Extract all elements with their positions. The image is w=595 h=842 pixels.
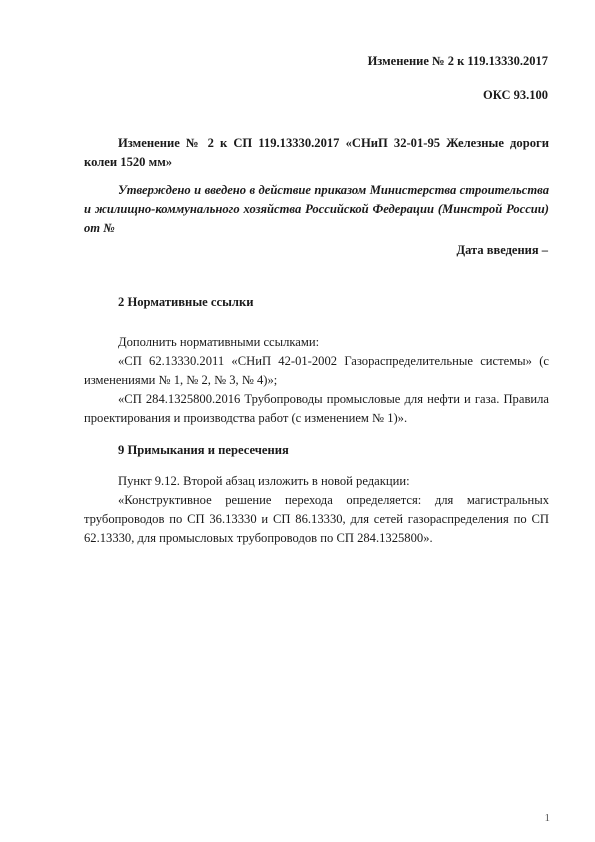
oks-code: ОКС 93.100: [482, 88, 548, 102]
introduction-date: Дата введения –: [456, 243, 548, 257]
approval-statement: Утверждено и введено в действие приказом Министерства строительства и жилищно-коммунального хозяйства Российской Федерации (Минстрой России) от №: [84, 183, 549, 235]
document-title: Изменение № 2 к СП 119.13330.2017 «СНиП 32-01-95 Железные дороги колеи 1520 мм»: [84, 136, 549, 169]
reference-sp-62: «СП 62.13330.2011 «СНиП 42-01-2002 Газораспределительные системы» (с изменениями № 1, № 2, № 3, № 4)»;: [84, 354, 549, 387]
section-2-intro: Дополнить нормативными ссылками:: [118, 335, 320, 349]
section-9-intro: Пункт 9.12. Второй абзац изложить в новой редакции:: [118, 474, 410, 488]
page-number: 1: [544, 812, 550, 824]
change-reference: Изменение № 2 к 119.13330.2017: [367, 54, 548, 68]
section-2-heading: 2 Нормативные ссылки: [118, 295, 254, 309]
reference-sp-284: «СП 284.1325800.2016 Трубопроводы промысловые для нефти и газа. Правила проектирования и производства работ (с изменением № 1)».: [84, 392, 549, 425]
section-9-heading: 9 Примыкания и пересечения: [118, 443, 289, 457]
section-9-new-text: «Конструктивное решение перехода определяется: для магистральных трубопроводов по СП 36.13330 и СП 86.13330, для сетей газораспределения по СП 62.13330, для промысловых трубопроводов по СП 284.1325800».: [84, 493, 549, 545]
